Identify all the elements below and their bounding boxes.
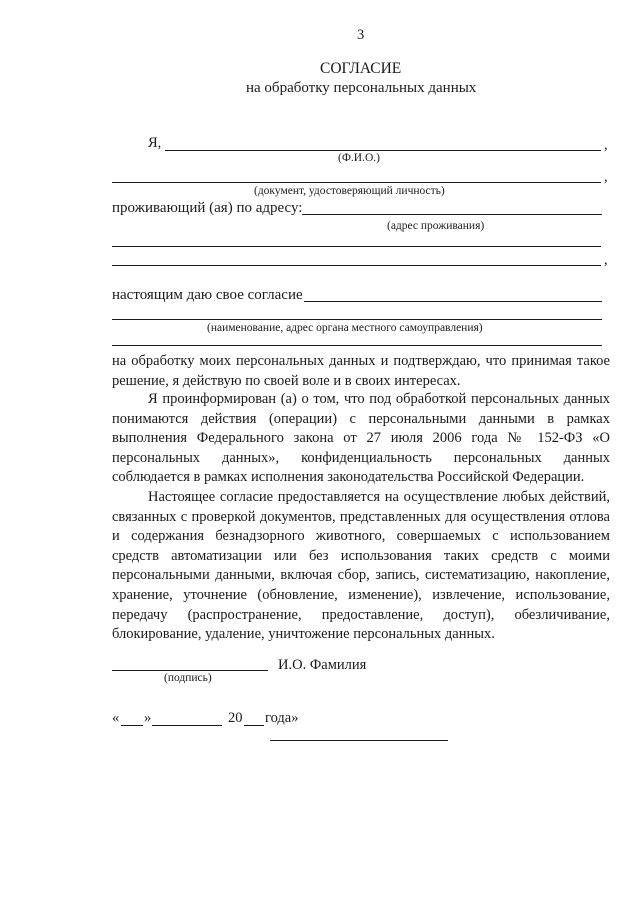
address-caption: (адрес проживания) bbox=[387, 220, 485, 232]
signature-caption: (подпись) bbox=[164, 672, 212, 684]
document-caption: (документ, удостоверяющий личность) bbox=[254, 185, 445, 197]
signature-line[interactable] bbox=[112, 670, 268, 671]
address-field-line-1[interactable] bbox=[302, 214, 602, 215]
consent-label: настоящим даю свое согласие bbox=[112, 287, 303, 303]
signature-name: И.О. Фамилия bbox=[278, 657, 367, 673]
paragraph-informed: Я проинформирован (а) о том, что под обработкой персональных данных понимаются действия (операции) с персональными данными в рамках выполнения Федерального закона от 27 июля 2006 года № 152-ФЗ «О персональных данных», конфиденциальность персональных данных соблюдается в рамках исполнения законодательства Российской Федерации. bbox=[112, 391, 610, 486]
organ-field-line-2[interactable] bbox=[112, 345, 602, 346]
address-comma: , bbox=[604, 252, 608, 268]
date-close-quote: » bbox=[144, 710, 152, 726]
fio-field-line[interactable] bbox=[165, 150, 601, 151]
bottom-signature-line[interactable] bbox=[270, 740, 448, 741]
organ-caption: (наименование, адрес органа местного самоуправления) bbox=[207, 322, 483, 334]
address-label: проживающий (ая) по адресу: bbox=[112, 200, 303, 216]
paragraph-consent: на обработку моих персональных данных и подтверждаю, что принимая такое решение, я действую по своей воле и в своих интересах. bbox=[112, 353, 610, 389]
page-number: 3 bbox=[357, 27, 365, 43]
fio-caption: (Ф.И.О.) bbox=[338, 152, 380, 164]
date-month-line[interactable] bbox=[152, 725, 222, 726]
ya-label: Я, bbox=[148, 135, 162, 151]
address-field-line-3[interactable] bbox=[112, 265, 601, 266]
consent-field-line[interactable] bbox=[304, 301, 602, 302]
paragraph-scope: Настоящее согласие предоставляется на осуществление любых действий, связанных с проверкой документов, представленных для осуществления отлова и содержания безнадзорного животного, совершаемых с использованием средств автоматизации или без использования таких средств с моими персональными данными, включая сбор, запись, систематизацию, накопление, хранение, уточнение (обновление, изменение), извлечение, использование, передачу (распространение, предоставление, доступ), обезличивание, блокирование, удаление, уничтожение персональных данных. bbox=[112, 489, 610, 643]
date-day-line[interactable] bbox=[121, 725, 143, 726]
address-field-line-2[interactable] bbox=[112, 246, 601, 247]
date-year-prefix: 20 bbox=[228, 710, 243, 726]
document-title: СОГЛАСИЕ bbox=[320, 60, 402, 77]
date-year-line[interactable] bbox=[244, 725, 264, 726]
date-year-suffix: года» bbox=[265, 710, 299, 726]
date-open-quote: « bbox=[112, 710, 120, 726]
organ-field-line[interactable] bbox=[112, 319, 602, 320]
document-comma: , bbox=[604, 169, 608, 185]
fio-comma: , bbox=[604, 137, 608, 153]
document-subtitle: на обработку персональных данных bbox=[246, 80, 477, 96]
document-field-line[interactable] bbox=[112, 182, 601, 183]
